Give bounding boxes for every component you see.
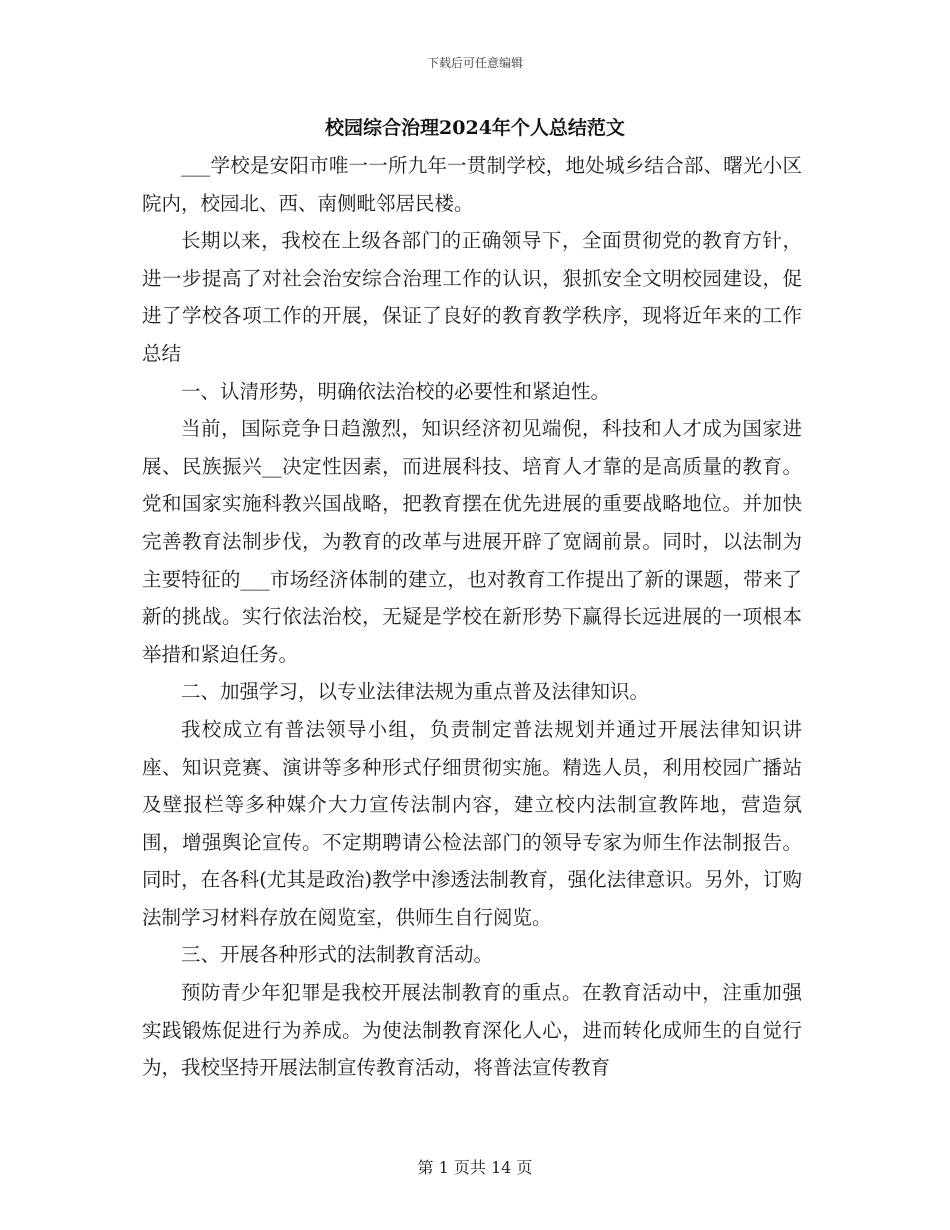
section-heading-2: 二、加强学习，以专业法律法规为重点普及法律知识。 (181, 680, 650, 704)
paragraph-intro: ___学校是安阳市唯一一所九年一贯制学校，地处城乡结合部、曙光小区院内，校园北、西、南侧毗邻居民楼。 (142, 154, 802, 215)
document-title: 校园综合治理2024年个人总结范文 (325, 117, 625, 139)
section-heading-1: 一、认清形势，明确依法治校的必要性和紧迫性。 (181, 379, 611, 403)
page-number-footer: 第 1 页共 14 页 (417, 1158, 533, 1177)
document-body (142, 147, 802, 1087)
paragraph-section-1: 当前，国际竞争日趋激烈，知识经济初见端倪，科技和人才成为国家进展、民族振兴__决定性因素，而进展科技、培育人才靠的是高质量的教育。党和国家实施科教兴国战略，把教育摆在优先进展的重要战略地位。并加快完善教育法制步伐，为教育的改革与进展开辟了宽阔前景。同时，以法制为主要特征的___市场经济体制的建立，也对教育工作提出了新的课题，带来了新的挑战。实行依法治校，无疑是学校在新形势下赢得长远进展的一项根本举措和紧迫任务。 (142, 417, 802, 666)
paragraph-section-2: 我校成立有普法领导小组，负责制定普法规划并通过开展法律知识讲座、知识竞赛、演讲等多种形式仔细贯彻实施。精选人员，利用校园广播站及壁报栏等多种媒介大力宣传法制内容，建立校内法制宣教阵地，营造氛围，增强舆论宣传。不定期聘请公检法部门的领导专家为师生作法制报告。同时，在各科(尤其是政治)教学中渗透法制教育，强化法律意识。另外，订购法制学习材料存放在阅览室，供师生自行阅览。 (142, 717, 802, 929)
section-heading-3: 三、开展各种形式的法制教育活动。 (181, 943, 494, 967)
paragraph-overview: 长期以来，我校在上级各部门的正确领导下，全面贯彻党的教育方针，进一步提高了对社会治安综合治理工作的认识，狠抓安全文明校园建设，促进了学校各项工作的开展，保证了良好的教育教学秩序，现将近年来的工作总结 (142, 229, 802, 365)
paragraph-section-3: 预防青少年犯罪是我校开展法制教育的重点。在教育活动中，注重加强实践锻炼促进行为养成。为使法制教育深化人心，进而转化成师生的自觉行为，我校坚持开展法制宣传教育活动，将普法宣传教育 (142, 981, 802, 1080)
header-note: 下载后可任意编辑 (426, 56, 523, 70)
